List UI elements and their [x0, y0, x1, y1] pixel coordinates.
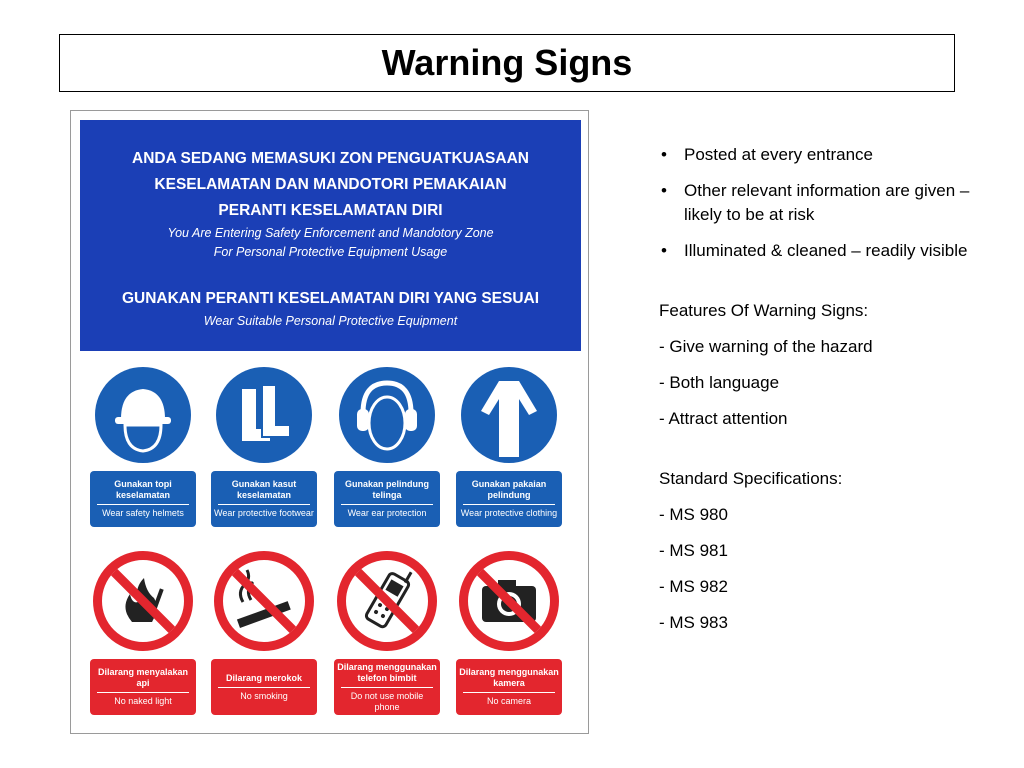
feature-item: - Give warning of the hazard: [659, 337, 873, 356]
standard-item: - MS 983: [659, 613, 728, 632]
standards-heading: Standard Specifications:: [659, 469, 843, 488]
sign-no-phone: [334, 551, 440, 715]
title-box: [59, 34, 955, 92]
banner-line-1: ANDA SEDANG MEMASUKI ZON PENGUATKUASAAN: [132, 150, 529, 167]
banner-line-3: PERANTI KESELAMATAN DIRI: [218, 202, 443, 219]
standard-item: - MS 980: [659, 505, 728, 524]
warning-sign-poster: [70, 110, 589, 734]
sign-no-smoking: [211, 551, 317, 715]
sign-label: Dilarang menggunakan kamera No camera: [456, 659, 562, 715]
banner-english-3: Wear Suitable Personal Protective Equipment: [203, 314, 458, 328]
features-heading: Features Of Warning Signs:: [659, 301, 869, 320]
feature-item: - Both language: [659, 373, 780, 392]
poster-banner: [80, 120, 581, 351]
no-flame-icon: [93, 551, 193, 651]
sign-no-flame: [90, 551, 196, 715]
no-camera-icon: [459, 551, 559, 651]
sign-label: Dilarang menggunakan telefon bimbit Do not use mobile phone: [334, 659, 440, 715]
banner-english-2: For Personal Protective Equipment Usage: [213, 245, 448, 259]
slide-text: [659, 143, 989, 647]
bullet-item: • Illuminated & cleaned – readily visible: [659, 239, 989, 263]
ear-protection-icon: [339, 367, 435, 463]
feature-item: - Attract attention: [659, 409, 788, 428]
banner-line-4: GUNAKAN PERANTI KESELAMATAN DIRI YANG SESUAI: [121, 290, 540, 307]
standard-item: - MS 981: [659, 541, 728, 560]
bullet-item: • Posted at every entrance: [659, 143, 989, 167]
bullet-item: • Other relevant information are given – likely to be at risk: [659, 179, 989, 227]
standard-item: - MS 982: [659, 577, 728, 596]
sign-label: Gunakan pelindung telinga Wear ear protection: [334, 471, 440, 527]
coverall-icon: [461, 367, 557, 463]
sign-helmet: [90, 367, 196, 527]
no-phone-icon: [337, 551, 437, 651]
sign-ear-protection: [334, 367, 440, 527]
sign-label: Dilarang merokok No smoking: [211, 659, 317, 715]
slide-title: Warning Signs: [381, 42, 633, 83]
sign-no-camera: [456, 551, 562, 715]
sign-label: Dilarang menyalakan api No naked light: [90, 659, 196, 715]
helmet-icon: [95, 367, 191, 463]
banner-english-1: You Are Entering Safety Enforcement and Mandotory Zone: [167, 226, 494, 240]
sign-boots: [211, 367, 317, 527]
no-smoking-icon: [214, 551, 314, 651]
sign-label: Gunakan pakaian pelindung Wear protective clothing: [456, 471, 562, 527]
sign-label: Gunakan topi keselamatan Wear safety helmets: [90, 471, 196, 527]
banner-line-2: KESELAMATAN DAN MANDOTORI PEMAKAIAN: [154, 176, 507, 193]
sign-label: Gunakan kasut keselamatan Wear protective footwear: [211, 471, 317, 527]
boots-icon: [216, 367, 312, 463]
bullet-list: [659, 143, 989, 263]
sign-coverall: [456, 367, 562, 527]
